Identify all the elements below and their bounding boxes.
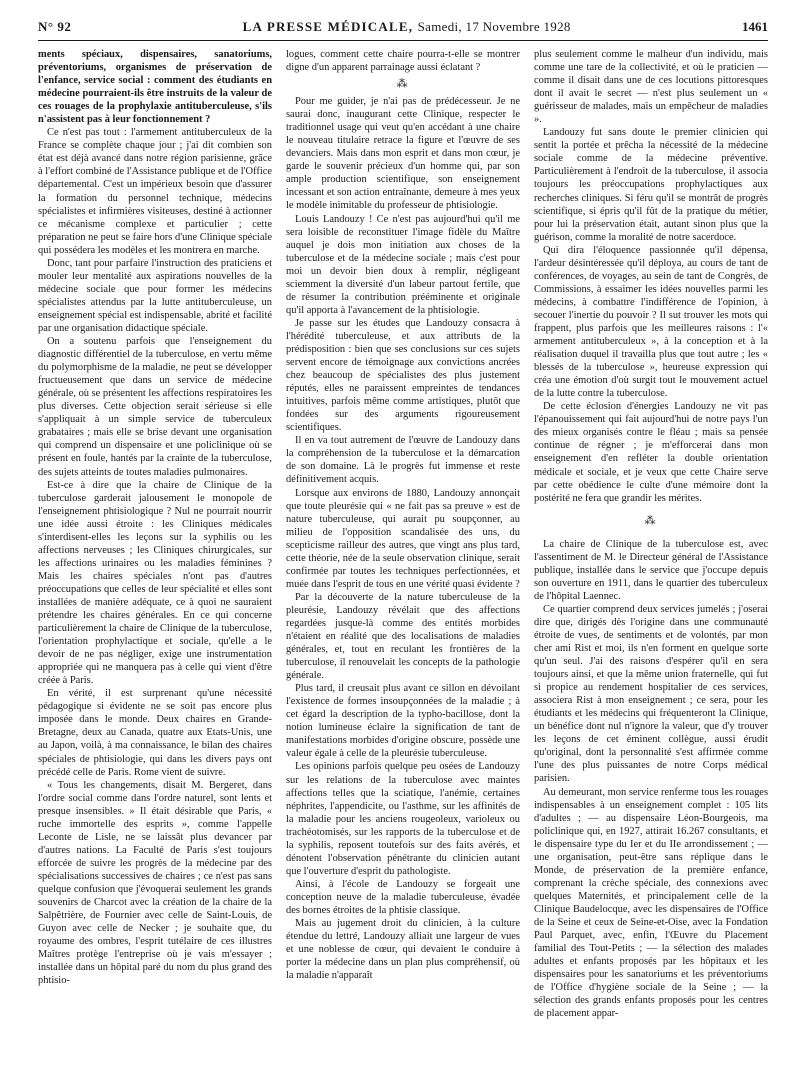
paragraph: plus seulement comme le malheur d'un individu, mais comme une tare de la collectivité, et où le praticien — comme il disait dans une de ces locutions pittoresques dont il avait le secret — n'est plus seulement un « guérisseur de malades, mais un empêcheur de maladies ». <box>534 49 768 126</box>
paragraph: De cette éclosion d'énergies Landouzy ne vit pas l'épanouissement qui fait aujourd'hui de notre pays l'un des mieux organisés contre le fléau ; mais sa pensée continue de régner ; je m'efforcerai dans mon enseignement d'en refléter la double orientation médicale et sociale, et je veux que cette Chaire serve par cette obédience le culte d'une mémoire dont la postérité ne fera que grandir les mérites. <box>534 401 768 504</box>
section-separator: ⁂ <box>644 514 658 527</box>
paragraph: « Tous les changements, disait M. Bergeret, dans l'ordre social comme dans l'ordre naturel, sont lents et presque insensibles. » Il était désirable que Paris, « ruche immortelle des esprits », comme l'appelle Leconte de Lisle, ne se laissât plus devancer par d'autres nations. La Faculté de Paris s'est toujours efforcée de suivre les progrès de la médecine par des spécialisations successives de chaires ; ce n'est pas sans quelque confusion que j'évoquerai seulement les grands souvenirs de Charcot avec la création de la chaire de la Salpêtrière, de Fournier avec celle de Saint-Louis, de Guyon avec celle de Necker ; je souhaite que, du royaume des ombres, l'esprit tutélaire de ces illustres Maîtres protège l'entreprise où je vais m'essayer ; installée dans un hôpital paré du nom du plus grand des phtisio- <box>38 779 272 987</box>
paragraph: Ainsi, à l'école de Landouzy se forgeait une conception neuve de la maladie tuberculeuse, évadée des bornes étroites de la phtisie classique. <box>286 878 520 916</box>
paragraph: Donc, tant pour parfaire l'instruction des praticiens et mouler leur mentalité aux aspirations nouvelles de la médecine sociale que pour former les médecins spécialistes attendus par la lutte antituberculeuse, un enseignement spécial est indispensable, abrité et facilité par une organisation didactique spéciale. <box>38 257 272 334</box>
paragraph: La chaire de Clinique de la tuberculose est, avec l'assentiment de M. le Directeur général de l'Assistance publique, installée dans le service que j'occupe depuis son ouverture en 1911, dans le quartier des tuberculeux de l'hôpital Laennec. <box>534 538 768 602</box>
column-1 <box>38 48 272 1070</box>
paragraph: Qui dira l'éloquence passionnée qu'il dépensa, l'ardeur désintéressée qu'il déploya, au cours de tant de conférences, de voyages, au sein de tant de Congrès, de Commissions, à essaimer les idées nouvelles parmi les médecins, à combattre l'indifférence de l'opinion, à secouer l'inertie du pouvoir ? Il sut trouver les mots qui frappent, plus parfois que les meilleures raisons : l'« armement antituberculeux », à la conception et à la réalisation duquel il travailla plus que tout autre ; les « blessés de la tuberculose », heureuse expression qui créa une émotion d'où surgit tout le mouvement actuel de la lutte contre la tuberculose. <box>534 244 768 400</box>
issue-number: N° 92 <box>38 19 72 34</box>
page-number: 1461 <box>741 19 768 34</box>
paragraph: Au demeurant, mon service renferme tous les rouages indispensables à un enseignement complet : 105 lits d'adultes ; — au dispensaire Léon-Bourgeois, ma policlinique qui, en 1927, attirait 16.267 consultants, et le dispensaire type du Ier et du IIe arrondissement ; — une organisation, peut-être sans réplique dans le Monde, de préservation de la première enfance, comprenant la crèche spéciale, des connexions avec quelques Maternités, et principalement celle de la Clinique Baudelocque, avec les dispensaires de l'Office de la Seine et ceux de Seine-et-Oise, avec la Fondation Paul Parquet, avec, enfin, l'Œuvre du Placement familial des Tout-Petits ; — la sélection des malades adultes et enfants proposés par les hôpitaux et les dispensaires pour les sanatoriums et les préventoriums de l'Office d'hygiène sociale de la Seine ; — la sélection des grands enfants proposés pour les centres de placement appar- <box>534 786 768 1020</box>
paragraph: Par la découverte de la nature tuberculeuse de la pleurésie, Landouzy révélait que des affections regardées jusque-là comme des entités morbides n'étaient en réalité que des localisations de maladies générales, et, tout en reculant les frontières de la tuberculose, il renouvelait les concepts de la pathologie générale. <box>286 591 520 682</box>
paragraph: Mais au jugement droit du clinicien, à la culture étendue du lettré, Landouzy alliait une largeur de vues et une noblesse de cœur, qui devaient le conduire à porter la médecine dans un plan plus compréhensif, où la maladie n'apparaît <box>286 918 520 982</box>
section-separator: ⁂ <box>396 78 410 91</box>
paragraph: Landouzy fut sans doute le premier clinicien qui sentit la portée et prêcha la nécessité de la médecine sociale comme de la médecine préventive. Particulièrement à l'endroit de la tuberculose, il associa toujours les préoccupations prophylactiques aux recherches cliniques. Si féru qu'il se montrât de progrès scientifique, si épris qu'il fût de la pratique du métier, pour lui la préservation était, autant sinon plus que la guérison, comme la moralité de notre sacerdoce. <box>534 127 768 243</box>
paragraph: Il en va tout autrement de l'œuvre de Landouzy dans la compréhension de la tuberculose et la démarcation de son domaine. Là le progrès fut immense et reste définitivement acquis. <box>286 435 520 486</box>
paragraph: Est-ce à dire que la chaire de Clinique de la tuberculose garderait jalousement le monopole de l'enseignement phtisiologique ? Nul ne pourrait nourrir une idée aussi étroite : les Cliniques médicales s'interdisent-elles les leçons sur la syphilis ou les affections nerveuses ; les Cliniques chirurgicales, sur les affections urinaires ou les maladies féminines ? Mais les chaires spéciales n'ont pas d'autres préoccupations que celles de leur spécialité et elles sont installées de manière adéquate, ce à quoi ne sauraient prétendre les chaires générales. En ce qui concerne particulièrement la chaire de Clinique de la tuberculose, l'orientation prophylactique et sociale, qu'elle a le devoir de ne pas négliger, exige une instrumentation appropriée qui ne manquera pas à celle qui vient d'être créée à Paris. <box>38 479 272 687</box>
running-title <box>243 19 571 35</box>
page-header <box>38 14 768 41</box>
journal-title: LA PRESSE MÉDICALE, <box>242 19 414 34</box>
paragraph: logues, comment cette chaire pourra-t-elle se montrer digne d'un apparent parrainage aussi éclatant ? <box>286 49 520 74</box>
paragraph: On a soutenu parfois que l'enseignement du diagnostic différentiel de la tuberculose, en vertu même du polymorphisme de la maladie, ne peut se développer fructueusement que dans un service de médecine générale, où se présentent les affections respiratoires les plus diverses. Cette objection serait sérieuse si elle s'appliquait à un simple service de tuberculeux grabataires ; mais elle se brise devant une organisation qui comprend un dispensaire et une policlinique où se présent en foule, hantés par la crainte de la tuberculose, des sujets atteints de toutes maladies pulmonaires. <box>38 336 272 478</box>
paragraph: En vérité, il est surprenant qu'une nécessité pédagogique si évidente ne se soit pas encore plus imposée dans le monde. Deux chaires en Grande-Bretagne, deux au Canada, quatre aux Etats-Unis, une au Japon, voilà, à ma connaissance, le bilan des chaires spéciales de phtisiologie, qui dans les divers pays ont précédé celle de Paris. Rome vient de suivre. <box>38 688 272 778</box>
paragraph: ments spéciaux, dispensaires, sanatoriums, préventoriums, organismes de préservation de l'enfance, service social : comment des étudiants en médecine pourraient-ils être instruits de la valeur de ces rouages de la prophylaxie antituberculeuse, s'ils n'assistent pas à leur fonctionnement ? <box>38 49 272 126</box>
paragraph: Ce quartier comprend deux services jumelés ; j'oserai dire que, dirigés dès l'origine dans une communauté étroite de vues, de sentiments et de volontés, par mon cher ami Rist et moi, ils n'en forment en quelque sorte qu'un seul. J'ai des raisons d'espérer qu'il en sera toujours ainsi, et que la même union fraternelle, qui fut si propice au rendement hospitalier de ces services, associera Rist à mon enseignement ; ce sera, pour les étudiants et les médecins qui fréquenteront la Clinique, un bénéfice dont nul n'ignore la valeur, que d'y trouver les leçons de cet éminent collègue, aussi érudit qu'original, dont la personnalité s'est affirmée comme l'une des plus puissantes de notre Corps médical parisien. <box>534 603 768 785</box>
paragraph: Pour me guider, je n'ai pas de prédécesseur. Je ne saurai donc, inaugurant cette Clinique, respecter le traditionnel usage qui veut qu'en accédant à une chaire le nouveau titulaire retrace la figure et l'œuvre de ses devanciers. Mais dans mon esprit et dans mon cœur, je garde le souvenir précieux d'un homme qui, par son ample production scientifique, son enseignement incessant et son action entraînante, demeure à mes yeux le modèle inimitable du professeur de phtisiologie. <box>286 96 520 212</box>
text-columns <box>38 48 768 1070</box>
issue-date: Samedi, 17 Novembre 1928 <box>417 19 571 34</box>
paragraph: Je passe sur les études que Landouzy consacra à l'hérédité tuberculeuse, et aux attributs de la prédisposition : bien que ses conclusions sur ces sujets servent encore de témoignage aux convictions ancrées chez beaucoup de spécialistes des plus justement réputés, elles ne paraissent empreintes de tendances intuitives, parfois même comme artistiques, plutôt que fondées sur des arguments rigoureusement scientifiques. <box>286 317 520 434</box>
paragraph: Les opinions parfois quelque peu osées de Landouzy sur les relations de la tuberculose avec maintes affections telles que la sciatique, l'anémie, certaines néphrites, l'appendicite, ou l'asthme, sur les affinités de la maladie pour les anciens rougeoleux, varioleux ou trachéotomisés, sur les rapports de la tuberculose et de la syphilis, reposent toutefois sur des faits avérés, et dénotent l'observation pénétrante du clinicien autant que l'ouverture d'esprit du pathologiste. <box>286 761 520 877</box>
paragraph: Louis Landouzy ! Ce n'est pas aujourd'hui qu'il me sera loisible de reconstituer l'image fidèle du Maître auquel je dois mon initiation aux choses de la tuberculose et de la médecine sociale ; mais c'est pour moi un devoir bien doux à remplir, négligeant sciemment la diversité d'un labeur partout fertile, que de résumer la contribution prééminente et originale qu'il apporta à l'avancement de la phtisiologie. <box>286 213 520 316</box>
paragraph: Plus tard, il creusait plus avant ce sillon en dévoilant l'existence de formes insoupçonnées de la maladie ; à cet égard la description de la typho-bacillose, dont la notion lumineuse éclaire la signification de tant de manifestations morbides d'origine obscure, possède une valeur égale à celle de la pleurésie tuberculeuse. <box>286 683 520 760</box>
column-3 <box>534 48 768 1070</box>
column-2 <box>286 48 520 1070</box>
paragraph: Ce n'est pas tout : l'armement antituberculeux de la France se complète chaque jour ; j'ai dit combien son état est déjà avancé dans notre région parisienne, grâce à l'effort combiné de l'Assistance publique et de l'Office départemental. C'est un impérieux besoin que d'assurer la formation du personnel technique, médecins spécialistes et infirmières visiteuses, destiné à actionner ce mécanisme complexe et particulier ; cette préparation ne peut se faire hors d'une Clinique spéciale qui possédera les modèles et les montrera en marche. <box>38 127 272 256</box>
paragraph: Lorsque aux environs de 1880, Landouzy annonçait que toute pleurésie qui « ne fait pas sa preuve » est de nature tuberculeuse, qui aurait pu soupçonner, au milieu de l'opposition scandalisée des uns, du scepticisme railleur des autres, que vingt ans plus tard, cette théorie, née de la seule observation clinique, serait confirmée par toutes les techniques perfectionnées, et muée dans l'esprit de tous en une vérité quasi évidente ? <box>286 487 520 590</box>
